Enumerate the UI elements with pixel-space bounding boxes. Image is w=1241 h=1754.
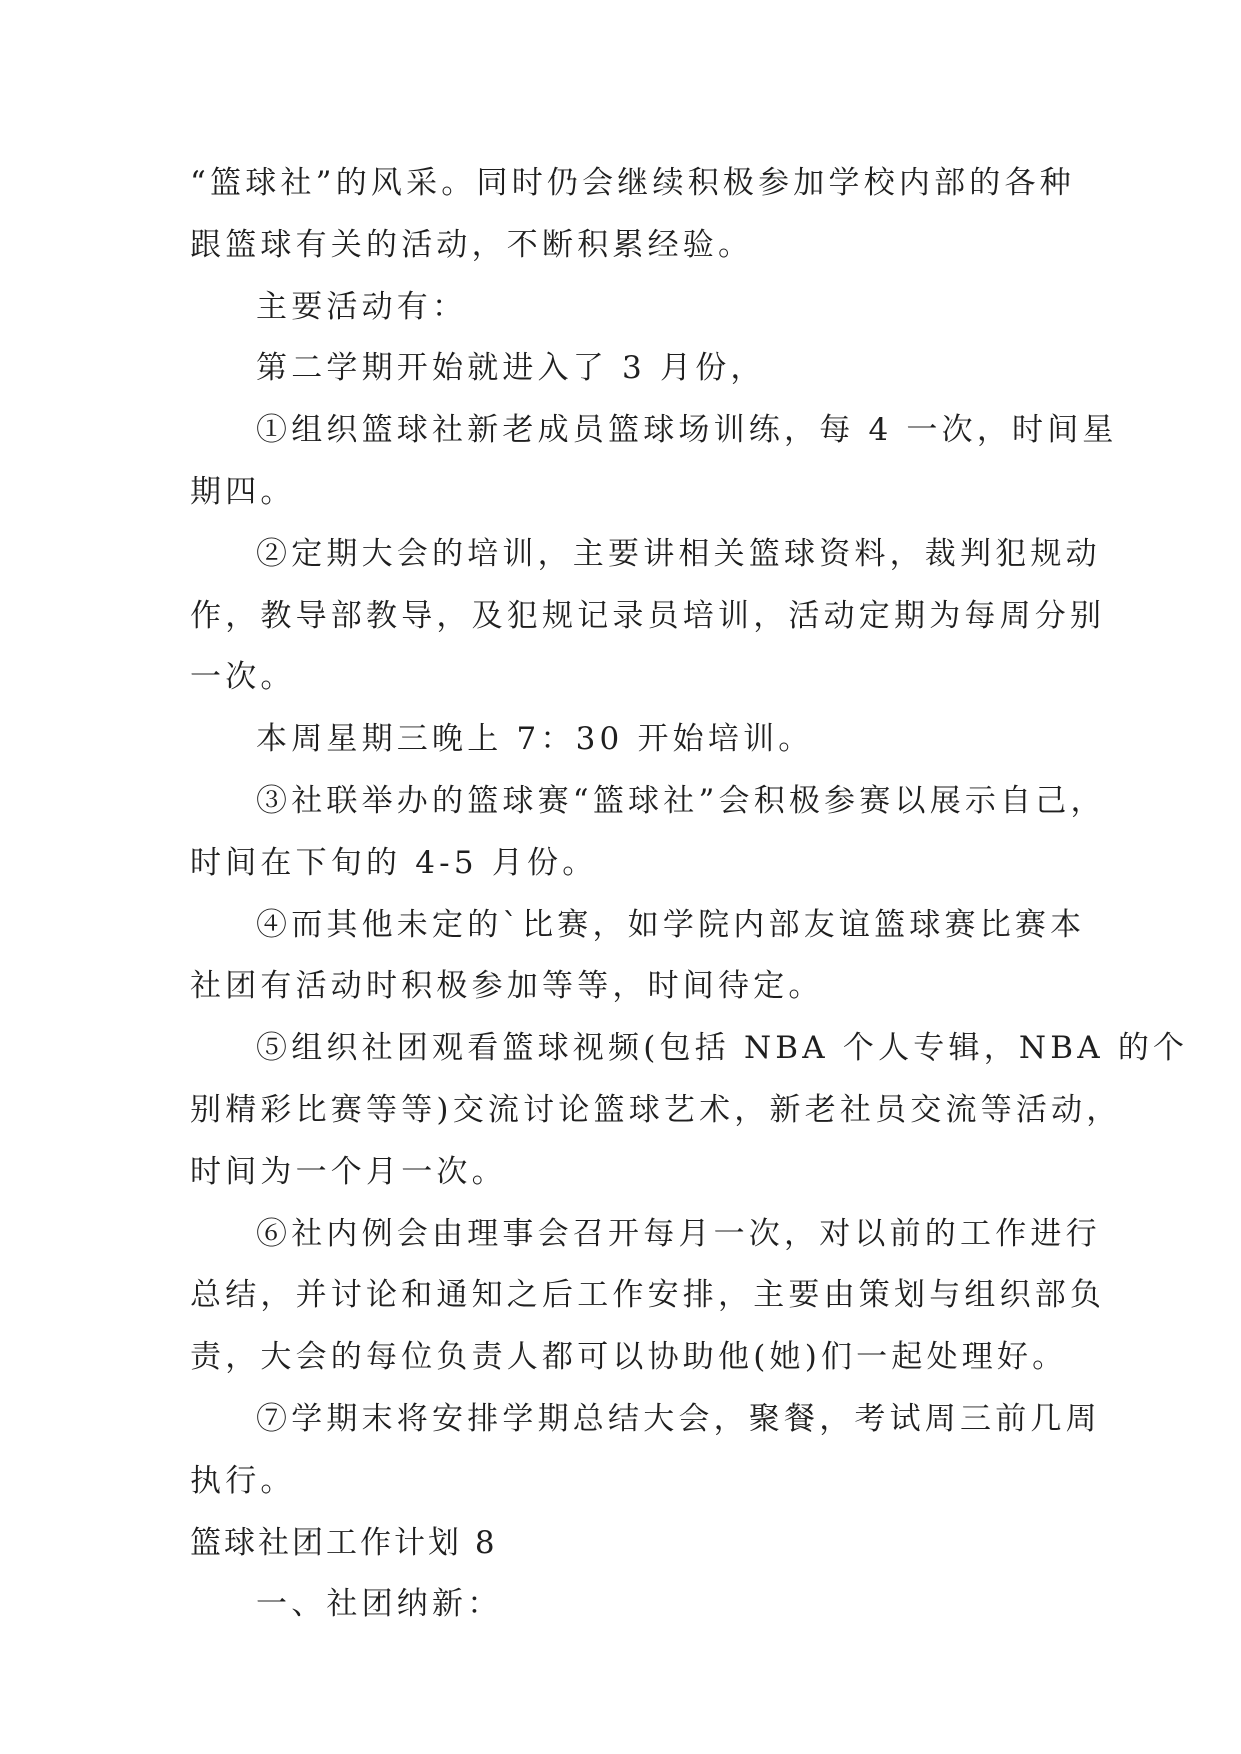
paragraph-line: 总结，并讨论和通知之后工作安排，主要由策划与组织部负: [190, 1277, 1106, 1314]
paragraph-line: 第二学期开始就进入了 3 月份，: [256, 350, 766, 387]
paragraph-line: ⑦学期末将安排学期总结大会，聚餐，考试周三前几周: [256, 1400, 1101, 1437]
paragraph-line: 跟篮球有关的活动，不断积累经验。: [190, 226, 754, 263]
paragraph-line: 主要活动有：: [256, 288, 468, 325]
paragraph-line: ②定期大会的培训，主要讲相关篮球资料，裁判犯规动: [256, 535, 1101, 572]
paragraph-line: ⑥社内例会由理事会召开每月一次，对以前的工作进行: [256, 1215, 1101, 1252]
paragraph-line: 本周星期三晚上 7：30 开始培训。: [256, 721, 814, 758]
paragraph-line: 一次。: [190, 659, 296, 696]
paragraph-line: 执行。: [190, 1462, 296, 1499]
paragraph-line: 责，大会的每位负责人都可以协助他(她)们一起处理好。: [190, 1339, 1068, 1376]
paragraph-line: “篮球社”的风采。同时仍会继续积极参加学校内部的各种: [190, 165, 1075, 201]
paragraph-line: 时间为一个月一次。: [190, 1153, 507, 1190]
section-heading: 篮球社团工作计划 8: [190, 1524, 498, 1561]
paragraph-line: 一、社团纳新：: [256, 1586, 503, 1623]
paragraph-line: 作，教导部教导，及犯规记录员培训，活动定期为每周分别: [190, 597, 1106, 634]
paragraph-line: ①组织篮球社新老成员篮球场训练，每 4 一次，时间星: [256, 412, 1118, 449]
paragraph-line: 社团有活动时积极参加等等，时间待定。: [190, 968, 824, 1005]
document-body: [190, 153, 1189, 1636]
paragraph-line: 别精彩比赛等等)交流讨论篮球艺术，新老社员交流等活动，: [190, 1091, 1122, 1128]
paragraph-line: ③社联举办的篮球赛“篮球社”会积极参赛以展示自己，: [256, 782, 1106, 819]
paragraph-line: 期四。: [190, 473, 296, 510]
paragraph-line: 时间在下旬的 4-5 月份。: [190, 844, 598, 881]
paragraph-line: ⑤组织社团观看篮球视频(包括 NBA 个人专辑，NBA 的个: [256, 1030, 1189, 1067]
paragraph-line: ④而其他未定的`比赛，如学院内部友谊篮球赛比赛本: [256, 906, 1086, 943]
